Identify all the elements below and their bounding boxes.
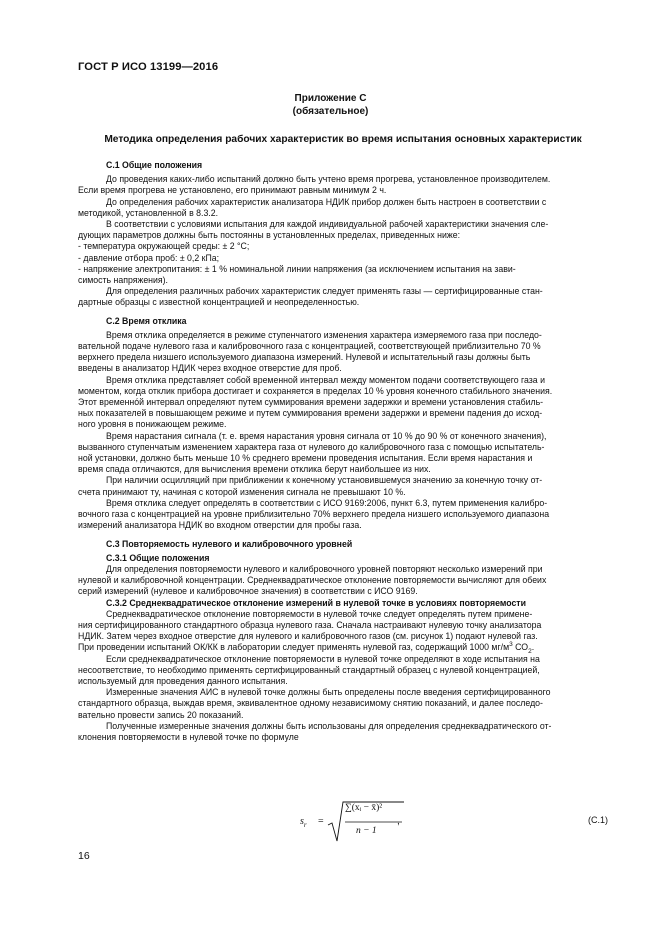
paragraph-line: нулевой и калибровочной концентрации. Среднеквадратическое отклонение повторяемости вычисляют для обеих bbox=[78, 575, 547, 586]
section-heading-c2: С.2 Время отклика bbox=[106, 315, 187, 326]
paragraph-line: ного уровня в понижающем режиме. bbox=[78, 419, 227, 430]
paragraph-line: дартные образцы с известной концентрацией и неопределенностью. bbox=[78, 297, 360, 308]
paragraph-line: ной установки, должно быть меньше 10 % среднего времени проведения испытания. Если время нарастания и bbox=[78, 453, 533, 464]
subscript: 2 bbox=[528, 648, 532, 656]
formula-denominator: n − 1 bbox=[356, 826, 377, 836]
formula-number: (С.1) bbox=[588, 815, 608, 825]
paragraph-line: измерений анализатора НДИК во входном отверстии для пробы газа. bbox=[78, 520, 362, 531]
text-run: При проведении испытаний ОК/КК в лаборатории следует применять нулевой газ, содержащий 1000 мг/м bbox=[78, 642, 510, 653]
paragraph: Измеренные значения АИС в нулевой точке должны быть определены после введения сертифицированного bbox=[106, 687, 551, 698]
main-title: Методика определения рабочих характеристик во время испытания основных характеристик bbox=[104, 134, 582, 145]
list-item: - температура окружающей среды: ± 2 °С; bbox=[78, 241, 250, 252]
formula-subscript: r bbox=[303, 821, 307, 829]
paragraph-line: методикой, установленной в 8.3.2. bbox=[78, 207, 219, 218]
paragraph-line: клонения повторяемости в нулевой точке по формуле bbox=[78, 731, 299, 742]
paragraph: Время отклика определяется в режиме ступенчатого изменения характера измеряемого газа при последо- bbox=[106, 329, 542, 340]
paragraph-line: НДИК. Затем через входное отверстие для нулевого и калибровочного газов (см. рисунок 1) подают нулевой газ. bbox=[78, 631, 538, 642]
text-run: . bbox=[531, 642, 535, 653]
paragraph-line: несоответствие, то необходимо применять сертифицированный стандартный образец с нулевой концентрацией, bbox=[78, 664, 540, 675]
paragraph: Для определения различных рабочих характеристик следует применять газы — сертифицированные стан- bbox=[106, 286, 543, 297]
formula-c1 bbox=[300, 801, 608, 845]
paragraph-line: ных показателей в повышающем режиме и путем суммирования времени задержки и времени падения до исход- bbox=[78, 408, 543, 419]
paragraph-line: вочного газа с концентрацией на уровне приблизительно 70% верхнего предела низшего используемого диапазона bbox=[78, 509, 550, 520]
list-item: - давление отбора проб: ± 0,2 кПа; bbox=[78, 252, 220, 263]
formula-symbol: s bbox=[300, 816, 304, 827]
paragraph: При наличии осцилляций при приближении к конечному установившемуся значению за конечную точку от- bbox=[106, 475, 543, 486]
paragraph-line: вательной подаче нулевого газа и калибровочного газа с концентрацией, соответствующей приблизительно 70 % bbox=[78, 341, 541, 352]
paragraph-line: ния сертифицированного стандартного образца нулевого газа. Сначала настраивают нулевую точку анализатора bbox=[78, 619, 542, 630]
standard-header: ГОСТ Р ИСО 13199—2016 bbox=[78, 61, 219, 73]
section-heading-c1: С.1 Общие положения bbox=[106, 160, 203, 170]
paragraph-line: моментом, когда отклик прибора достигает и сохраняется в пределах 10 % уровня конечного стабильного значения. bbox=[78, 385, 553, 396]
paragraph-line: счета принимают ту, начиная с которой изменения сигнала не превышают 10 %. bbox=[78, 486, 406, 497]
paragraph: Время отклика следует определять в соответствии с ИСО 9169:2006, пункт 6.3, путем применения калибро- bbox=[106, 497, 548, 508]
paragraph-line: серий измерений (нулевое и калибровочное значения) в соответствии с ИСО 9169. bbox=[78, 586, 418, 597]
appendix-subtitle: (обязательное) bbox=[292, 106, 369, 117]
list-item-line: симость напряжения). bbox=[78, 275, 168, 286]
section-heading-c3: С.3 Повторяемость нулевого и калибровочного уровней bbox=[106, 538, 353, 549]
text-run: СО bbox=[512, 642, 529, 653]
paragraph: До определения рабочих характеристик анализатора НДИК прибор должен быть настроен в соответствии с bbox=[106, 196, 547, 207]
paragraph: Среднеквадратическое отклонение повторяемости в нулевой точке следует определять путем примене- bbox=[106, 608, 533, 619]
formula-numerator: ∑(xᵢ − x̄)² bbox=[345, 803, 383, 813]
paragraph-line: время спада отличаются, для вычисления времени отклика берут наибольшее из них. bbox=[78, 464, 431, 475]
paragraph-line: верхнего предела низшего используемого диапазона измерений. Нулевой и испытательный газы должны быть bbox=[78, 352, 531, 363]
formula-lhs bbox=[300, 816, 307, 827]
subsection-heading-c31: С.3.1 Общие положения bbox=[106, 552, 210, 563]
paragraph-line: Этот временно́й интервал определяют путем суммирования времени задержки и времени установления стабиль- bbox=[78, 397, 544, 408]
paragraph-line: введены в анализатор НДИК через входное отверстие для проб. bbox=[78, 363, 342, 374]
paragraph: Время отклика представляет собой временной интервал между моментом подачи соответствующего газа и bbox=[106, 374, 545, 385]
paragraph-line: вызванного ступенчатым изменением характера газа от нулевого до калибровочного газа с помощью испытатель- bbox=[78, 441, 545, 452]
page-number: 16 bbox=[78, 850, 90, 862]
paragraph-line: дующих параметров должны быть постоянны в установленных пределах, приведенных ниже: bbox=[78, 230, 461, 241]
paragraph: В соответствии с условиями испытания для каждой индивидуальной рабочей характеристики значения сле- bbox=[106, 219, 549, 230]
paragraph-line bbox=[78, 641, 608, 656]
formula-comma: , bbox=[397, 816, 400, 827]
paragraph: До проведения каких-либо испытаний должно быть учтено время прогрева, установленное производителем. bbox=[106, 174, 551, 185]
paragraph-line: Если время прогрева не установлено, его принимают равным минимум 2 ч. bbox=[78, 185, 387, 196]
paragraph-line: вательно провести запись 20 показаний. bbox=[78, 709, 244, 720]
formula-equals: = bbox=[318, 816, 324, 827]
paragraph-line: используемый для проведения данного испытания. bbox=[78, 675, 288, 686]
paragraph: Если среднеквадратическое отклонение повторяемости в нулевой точке определяют в ходе испытания на bbox=[106, 653, 540, 664]
paragraph: Полученные измеренные значения должны быть использованы для определения среднеквадратического от- bbox=[106, 720, 552, 731]
paragraph: Время нарастания сигнала (т. е. время нарастания уровня сигнала от 10 % до 90 % от конечного значения), bbox=[106, 430, 547, 441]
appendix-title: Приложение С bbox=[294, 93, 367, 104]
superscript: 3 bbox=[509, 641, 513, 649]
paragraph: Для определения повторяемости нулевого и калибровочного уровней повторяют несколько измерений при bbox=[106, 563, 543, 574]
paragraph-line: стандартного образца, выждав время, эквивалентное одному независимому снятию показаний, и далее последо- bbox=[78, 698, 543, 709]
subsection-heading-c32: С.3.2 Среднеквадратическое отклонение измерений в нулевой точке в условиях повторяемости bbox=[106, 597, 526, 608]
list-item: - напряжение электропитания: ± 1 % номинальной линии напряжения (за исключением испытания на зави- bbox=[78, 263, 516, 274]
document-body bbox=[78, 160, 608, 743]
